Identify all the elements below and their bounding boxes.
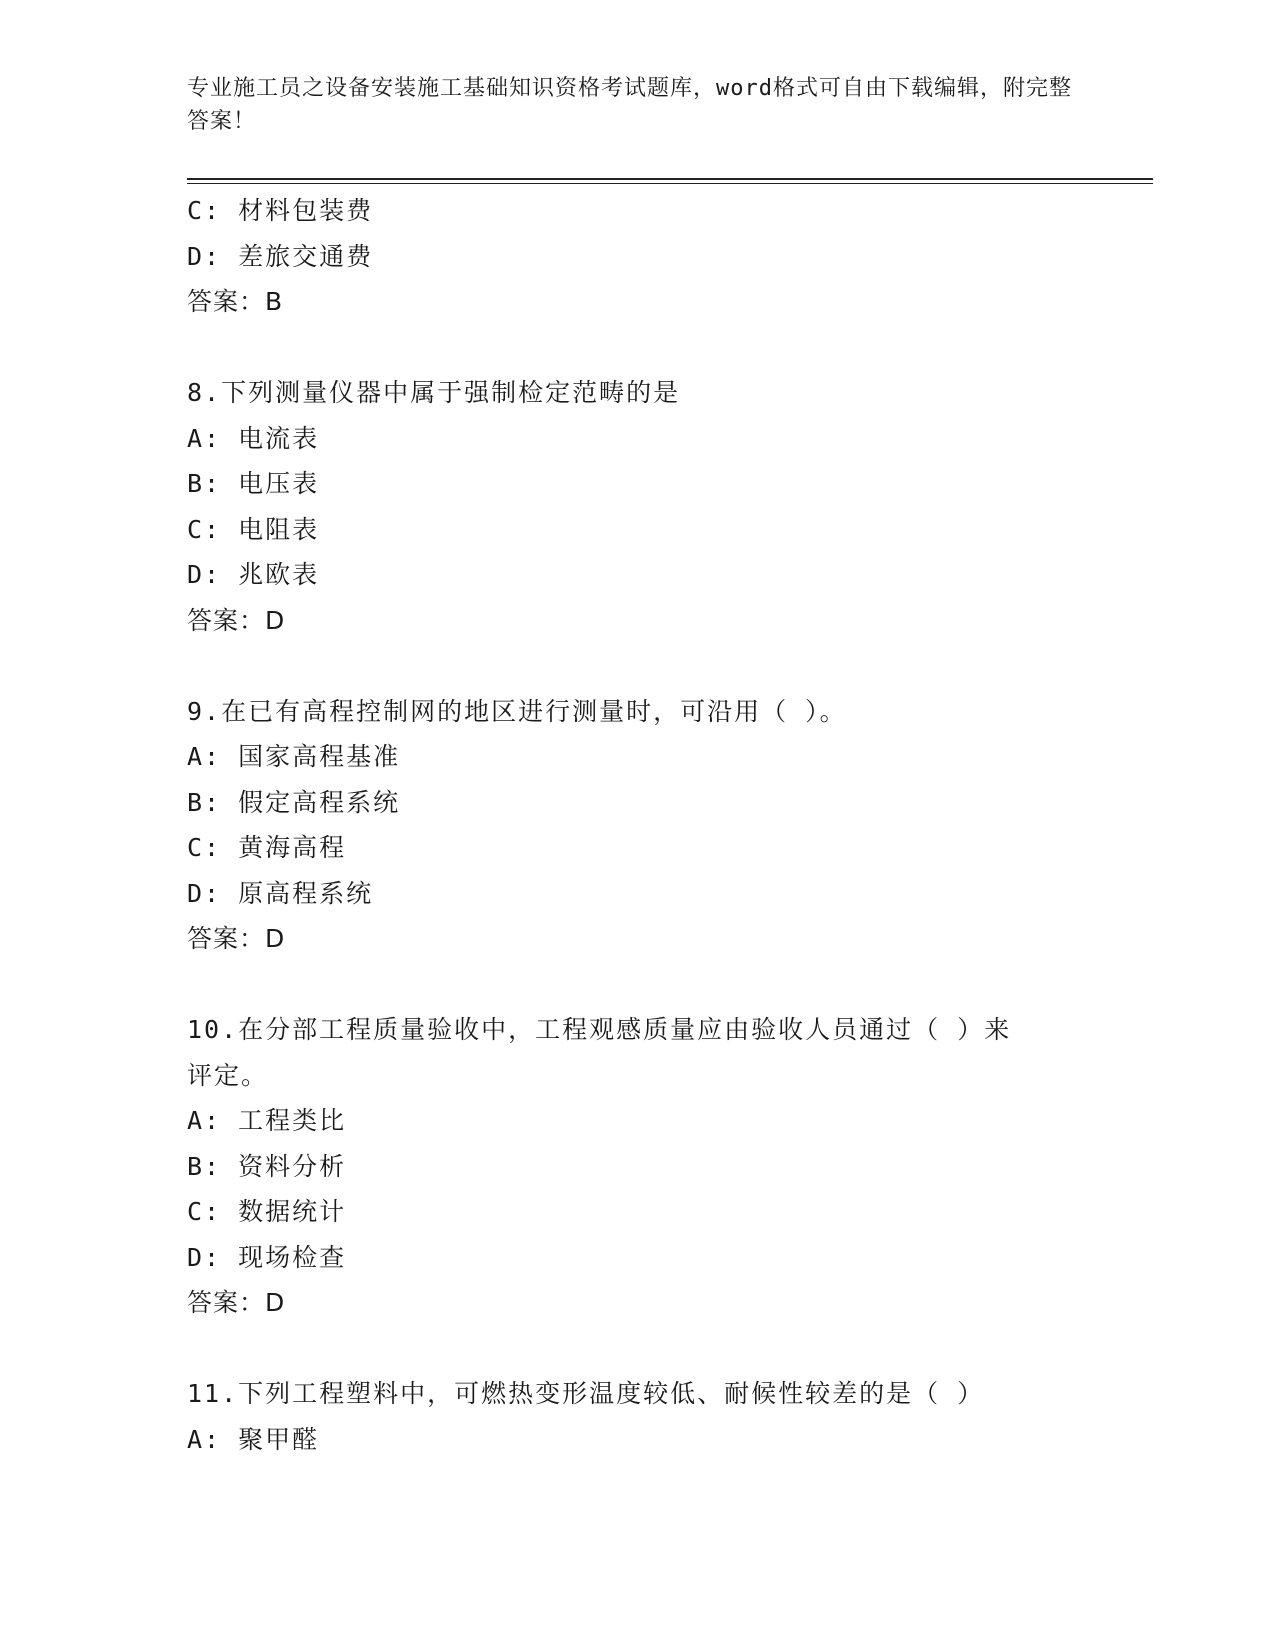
question-11 <box>187 1371 1087 1462</box>
option-d: D: 差旅交通费 <box>187 241 374 271</box>
option-d: D: 现场检查 <box>187 1242 347 1272</box>
spacer <box>187 962 1087 1008</box>
answer-line: 答案：D <box>187 605 286 635</box>
option-a: A: 聚甲醛 <box>187 1424 320 1454</box>
option-a: A: 电流表 <box>187 423 320 453</box>
option-a: A: 国家高程基准 <box>187 742 401 771</box>
question-list <box>187 188 1087 1462</box>
header-rule-thick <box>187 178 1153 180</box>
option-c: C: 数据统计 <box>187 1197 347 1226</box>
question-stem: 8.下列测量仪器中属于强制检定范畴的是 <box>187 378 681 407</box>
option-b: B: 电压表 <box>187 469 320 498</box>
header-rule-thin <box>187 183 1153 184</box>
question-stem: 9.在已有高程控制网的地区进行测量时，可沿用（ ）。 <box>187 696 847 726</box>
option-b: B: 资料分析 <box>187 1151 347 1181</box>
answer-line: 答案：D <box>187 924 286 953</box>
option-d: D: 原高程系统 <box>187 878 374 908</box>
question-stem: 11.下列工程塑料中，可燃热变形温度较低、耐候性较差的是（ ） <box>187 1379 985 1408</box>
answer-line: 答案：B <box>187 287 284 316</box>
question-stem: 10.在分部工程质量验收中，工程观感质量应由验收人员通过（ ）来评定。 <box>187 1015 1012 1090</box>
option-c: C: 电阻表 <box>187 514 320 544</box>
spacer <box>187 643 1087 689</box>
option-d: D: 兆欧表 <box>187 560 320 589</box>
question-9 <box>187 689 1087 962</box>
document-header: 专业施工员之设备安装施工基础知识资格考试题库，word格式可自由下载编辑，附完整答案！ <box>187 76 1072 134</box>
option-c: C: 黄海高程 <box>187 833 347 862</box>
option-a: A: 工程类比 <box>187 1106 347 1135</box>
spacer <box>187 325 1087 371</box>
question-10 <box>187 1007 1087 1326</box>
spacer <box>187 1326 1087 1372</box>
answer-line: 答案：D <box>187 1288 286 1317</box>
question-fragment <box>187 188 1087 325</box>
option-b: B: 假定高程系统 <box>187 787 401 817</box>
option-c: C: 材料包装费 <box>187 196 374 225</box>
question-8 <box>187 370 1087 643</box>
